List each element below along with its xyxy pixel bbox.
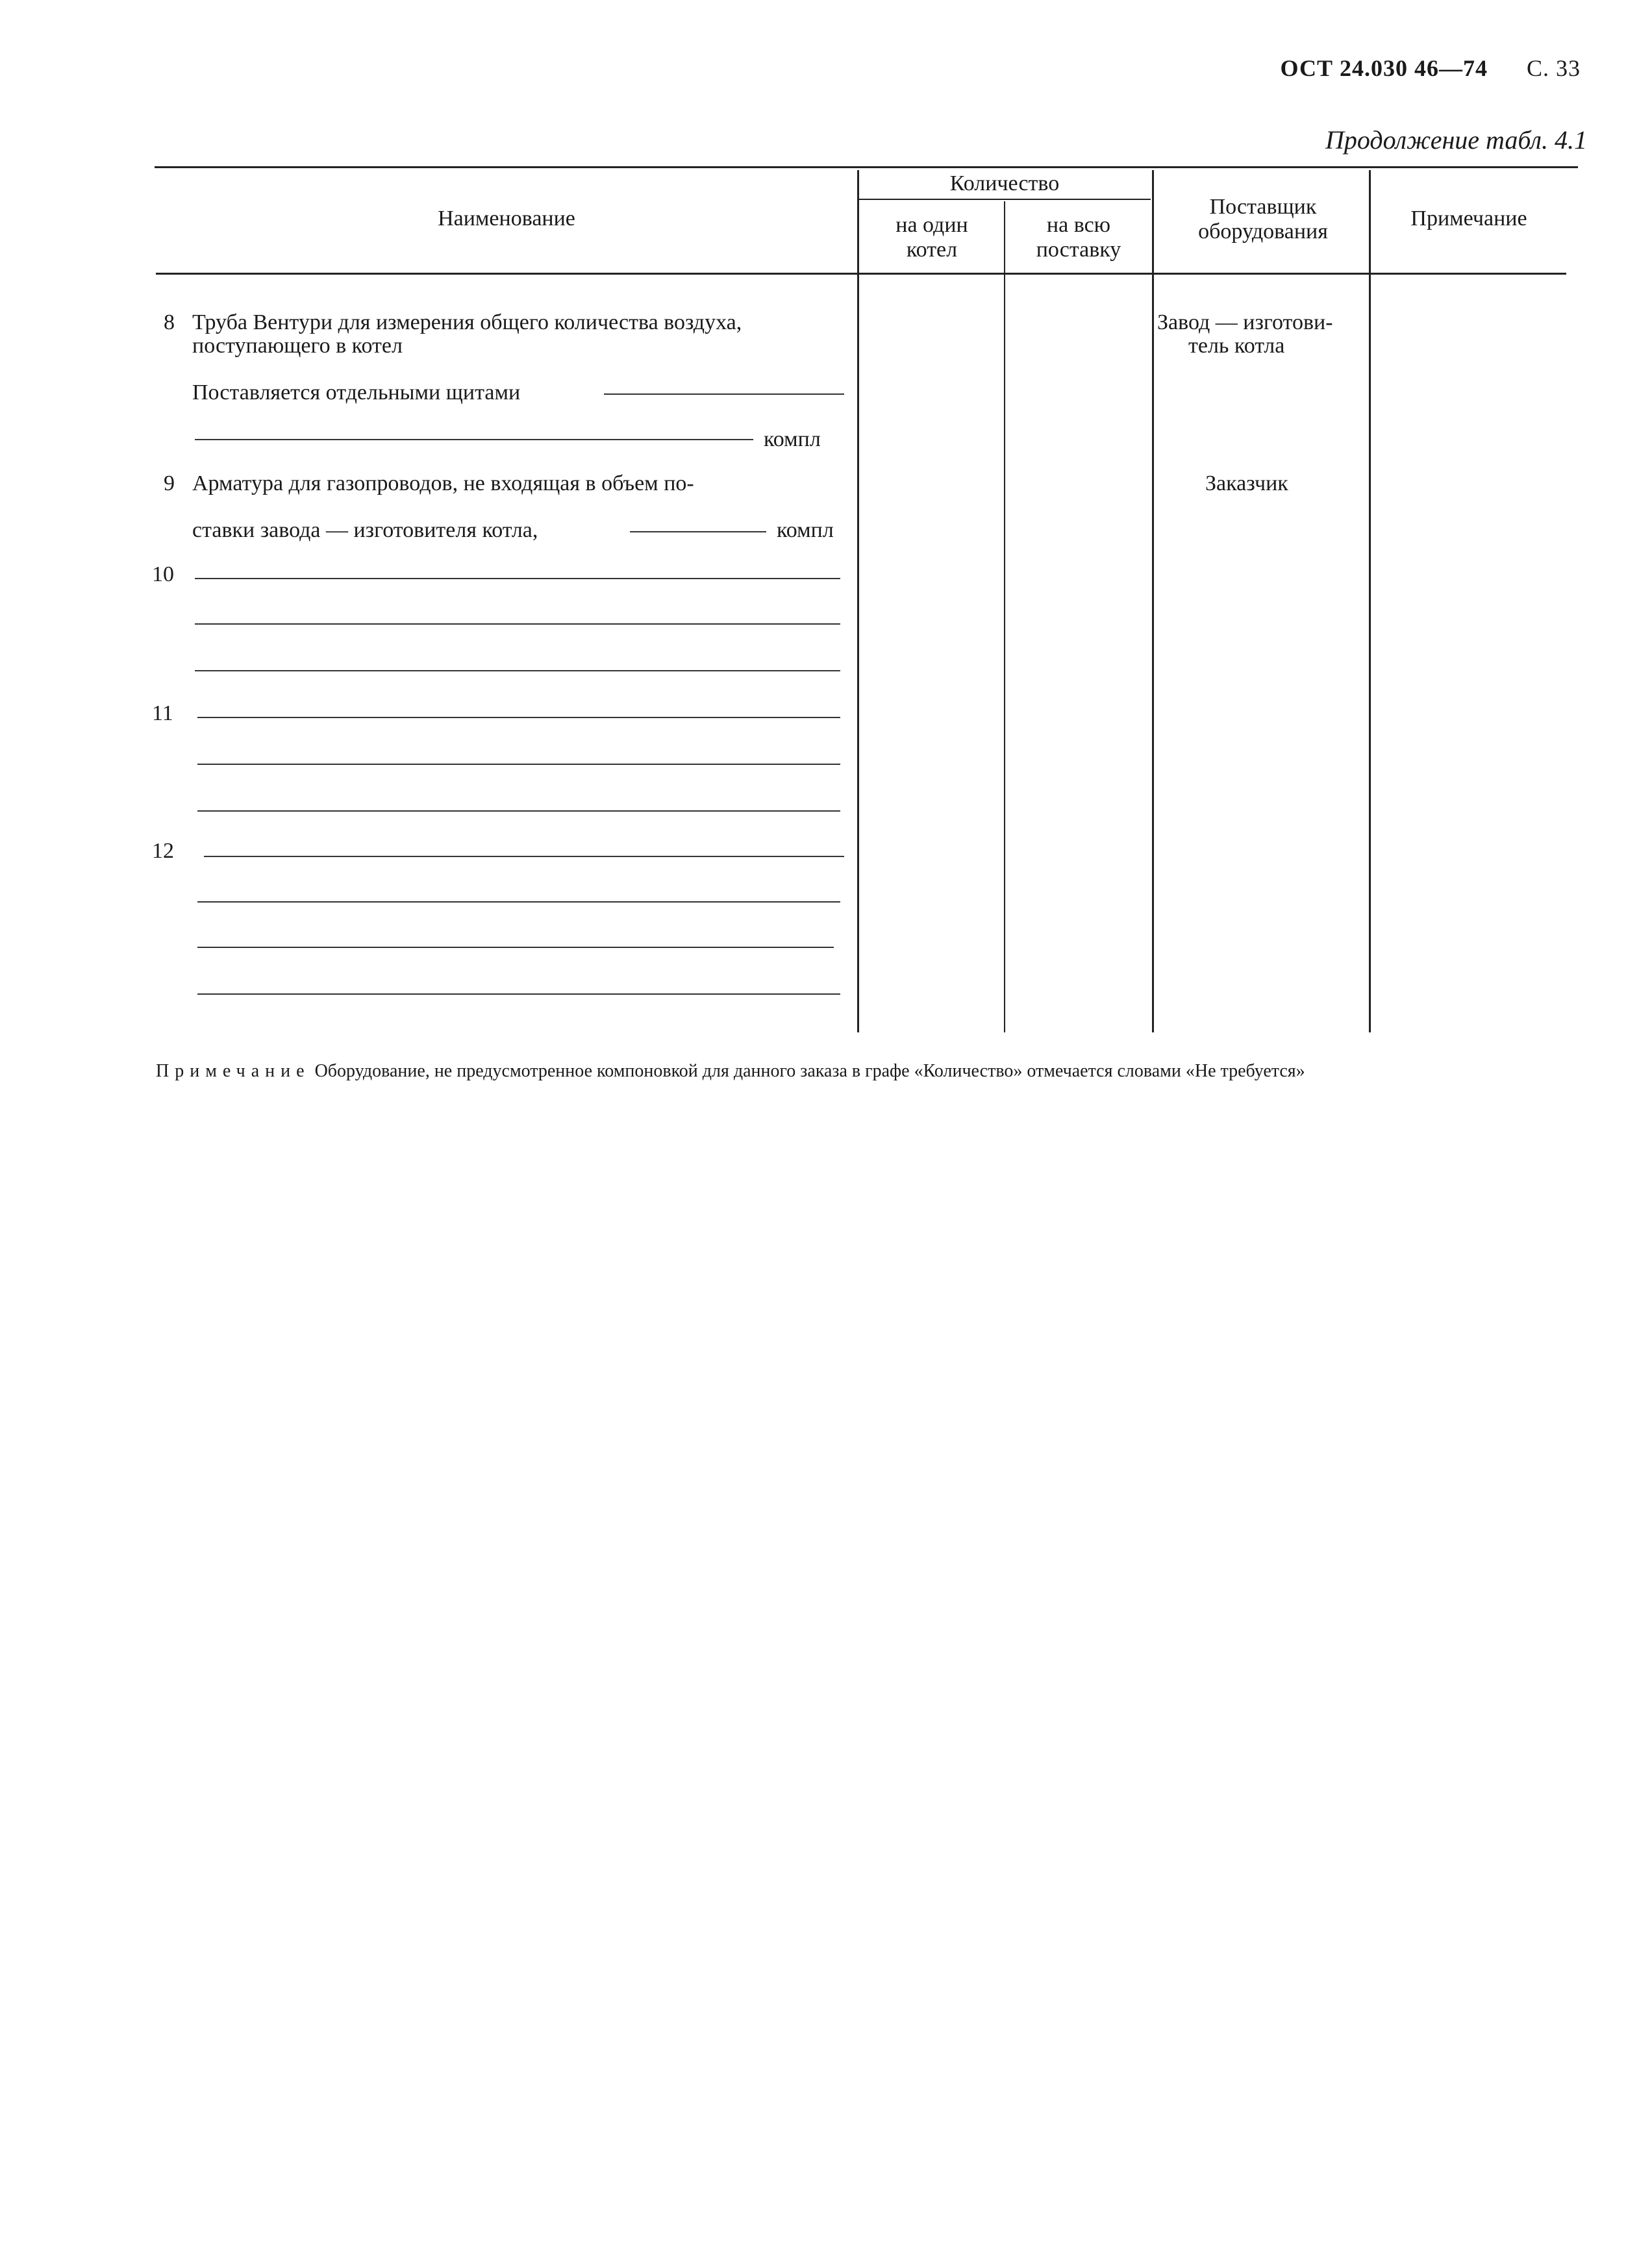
row-number: 11 [152, 701, 173, 725]
quantity-subheader-rule [858, 199, 1151, 200]
header-remark: Примечание [1410, 206, 1527, 231]
col-divider-supplier [1369, 170, 1371, 1032]
row-number: 10 [152, 562, 174, 586]
col-divider-name [857, 170, 859, 1032]
fill-line [195, 623, 840, 625]
col-divider-delivery [1152, 170, 1154, 1032]
header-per-delivery: на всю поставку [1036, 213, 1121, 262]
row-number: 9 [164, 471, 175, 495]
row-9-supplier: Заказчик [1205, 471, 1288, 495]
row-8-unit: компл [764, 427, 821, 451]
document-code [1281, 55, 1581, 82]
row-number: 8 [164, 310, 175, 334]
header-quantity: Количество [949, 171, 1060, 195]
table-top-rule [155, 166, 1578, 168]
table-note [156, 1061, 1591, 1082]
row-8-name-line1: Труба Вентури для измерения общего количества воздуха, [192, 310, 742, 334]
fill-line [204, 856, 844, 857]
fill-line [197, 717, 840, 718]
fill-line [197, 764, 840, 765]
fill-line [197, 810, 840, 812]
table-continuation-label: Продолжение табл. 4.1 [1325, 125, 1587, 155]
standard-code: ОСТ 24.030 46—74 [1280, 55, 1488, 81]
page-number: С. 33 [1526, 55, 1581, 81]
fill-line [604, 393, 844, 395]
row-8-name-line2: поступающего в котел [192, 334, 403, 358]
fill-line [630, 531, 766, 532]
table-header-rule [156, 273, 1566, 275]
row-8-supplied-text: Поставляется отдельными щитами [192, 380, 521, 405]
header-per-boiler: на один котел [895, 213, 968, 262]
header-name: Наименование [438, 206, 575, 231]
header-supplier: Поставщик оборудования [1198, 195, 1328, 243]
fill-line [195, 439, 753, 440]
fill-line [195, 578, 840, 579]
fill-line [197, 947, 834, 948]
row-9-name-line1: Арматура для газопроводов, не входящая в объем по- [192, 471, 694, 495]
note-text: Оборудование, не предусмотренное компоновкой для данного заказа в графе «Количество» отмечается словами «Не требуется» [314, 1061, 1305, 1081]
note-label: Примечание [156, 1061, 310, 1081]
row-number: 12 [152, 839, 174, 863]
fill-line [197, 993, 840, 995]
fill-line [197, 901, 840, 903]
col-divider-quantity [1004, 201, 1005, 1032]
row-9-unit: компл [777, 518, 834, 542]
row-8-supplier-line2: тель котла [1188, 334, 1285, 358]
row-8-supplier-line1: Завод — изготови- [1157, 310, 1333, 334]
fill-line [195, 670, 840, 671]
row-9-name-line2: ставки завода — изготовителя котла, [192, 518, 538, 542]
